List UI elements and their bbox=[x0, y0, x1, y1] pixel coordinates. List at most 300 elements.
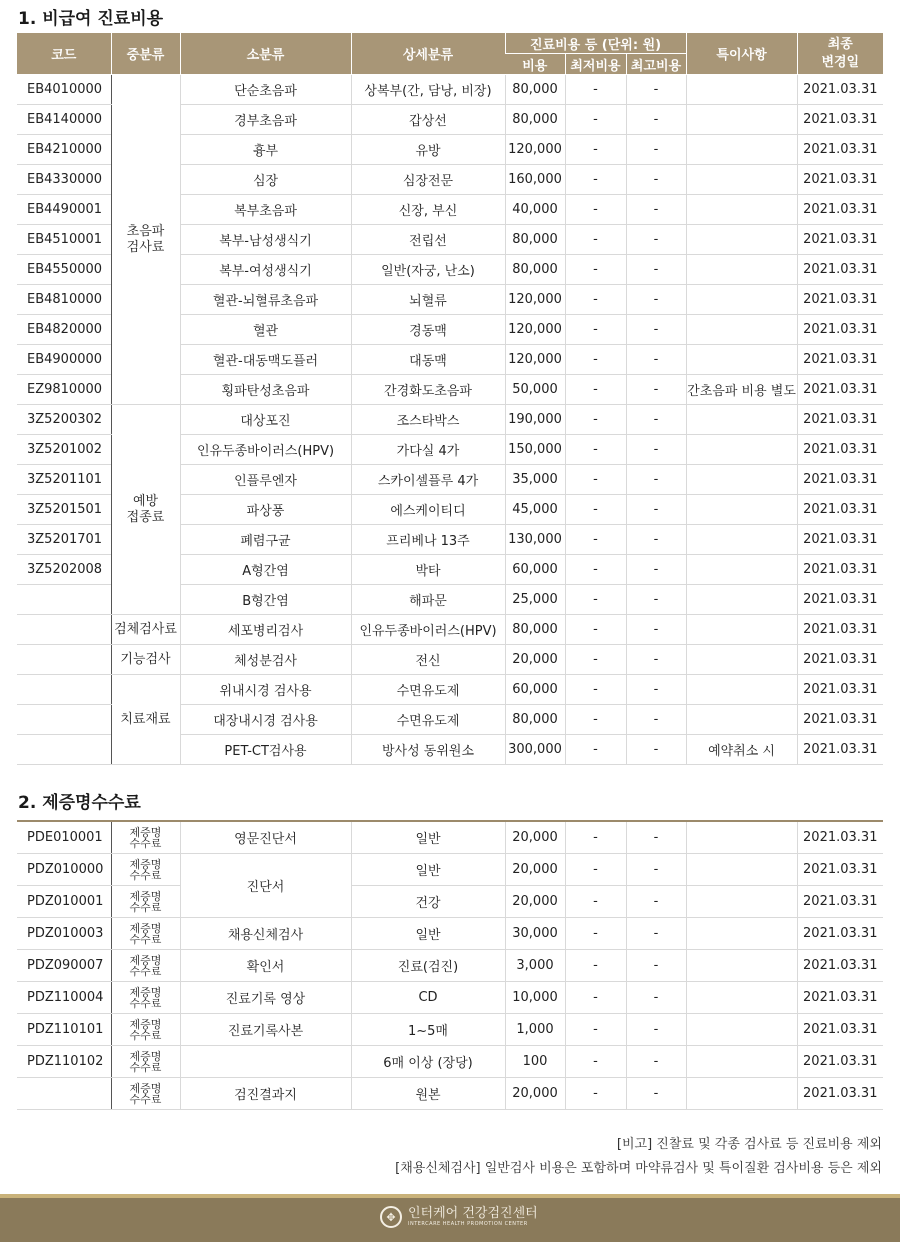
sub-category-cell: 인유두종바이러스(HPV) bbox=[180, 435, 351, 465]
date-cell: 2021.03.31 bbox=[797, 75, 883, 105]
table-row bbox=[17, 645, 883, 675]
max-cost-cell: - bbox=[626, 675, 686, 705]
note-cell bbox=[686, 225, 797, 255]
cost-cell: 300,000 bbox=[505, 735, 565, 765]
code-cell: EZ9810000 bbox=[17, 375, 111, 405]
sub-category-cell: 혈관 bbox=[180, 315, 351, 345]
detail-cell: 6매 이상 (장당) bbox=[351, 1046, 505, 1078]
detail-cell: 심장전문 bbox=[351, 165, 505, 195]
code-cell: EB4210000 bbox=[17, 135, 111, 165]
code-cell: PDZ110101 bbox=[17, 1014, 111, 1046]
code-cell: EB4510001 bbox=[17, 225, 111, 255]
note-cell bbox=[686, 525, 797, 555]
note-cell bbox=[686, 465, 797, 495]
sub-category-cell bbox=[180, 1046, 351, 1078]
detail-cell: CD bbox=[351, 982, 505, 1014]
min-cost-cell: - bbox=[565, 525, 626, 555]
date-cell: 2021.03.31 bbox=[797, 315, 883, 345]
mid-category-cell: 치료재료 bbox=[111, 675, 180, 765]
cost-cell: 10,000 bbox=[505, 982, 565, 1014]
certificate-fee-table bbox=[17, 820, 883, 1110]
detail-cell: 뇌혈류 bbox=[351, 285, 505, 315]
min-cost-cell: - bbox=[565, 918, 626, 950]
max-cost-cell: - bbox=[626, 615, 686, 645]
footer-name-en: INTERCARE HEALTH PROMOTION CENTER bbox=[408, 1220, 528, 1227]
sub-category-cell: 확인서 bbox=[180, 950, 351, 982]
detail-cell: 1~5매 bbox=[351, 1014, 505, 1046]
code-cell: EB4550000 bbox=[17, 255, 111, 285]
cost-cell: 20,000 bbox=[505, 1078, 565, 1110]
min-cost-cell: - bbox=[565, 645, 626, 675]
noncovered-fee-table bbox=[17, 33, 883, 765]
code-cell: EB4490001 bbox=[17, 195, 111, 225]
table-row bbox=[17, 405, 883, 435]
sub-category-cell: 검진결과지 bbox=[180, 1078, 351, 1110]
cost-cell: 60,000 bbox=[505, 675, 565, 705]
min-cost-cell: - bbox=[565, 705, 626, 735]
sub-category-cell: 파상풍 bbox=[180, 495, 351, 525]
detail-cell: 유방 bbox=[351, 135, 505, 165]
min-cost-cell: - bbox=[565, 225, 626, 255]
sub-category-cell: 횡파탄성초음파 bbox=[180, 375, 351, 405]
cost-cell: 80,000 bbox=[505, 705, 565, 735]
sub-category-cell: 채용신체검사 bbox=[180, 918, 351, 950]
min-cost-cell: - bbox=[565, 375, 626, 405]
min-cost-cell: - bbox=[565, 255, 626, 285]
sub-category-cell: 대상포진 bbox=[180, 405, 351, 435]
sub-category-cell: 복부초음파 bbox=[180, 195, 351, 225]
cost-cell: 120,000 bbox=[505, 135, 565, 165]
code-cell: EB4900000 bbox=[17, 345, 111, 375]
note-cell bbox=[686, 285, 797, 315]
max-cost-cell: - bbox=[626, 854, 686, 886]
cost-cell: 30,000 bbox=[505, 918, 565, 950]
note-cell: 간초음파 비용 별도 bbox=[686, 375, 797, 405]
note-cell bbox=[686, 165, 797, 195]
table-row bbox=[17, 75, 883, 105]
date-cell: 2021.03.31 bbox=[797, 225, 883, 255]
max-cost-cell: - bbox=[626, 705, 686, 735]
min-cost-cell: - bbox=[565, 1078, 626, 1110]
sub-category-cell: 영문진단서 bbox=[180, 821, 351, 854]
code-cell: PDE010001 bbox=[17, 821, 111, 854]
note-cell bbox=[686, 1014, 797, 1046]
date-cell: 2021.03.31 bbox=[797, 555, 883, 585]
date-cell: 2021.03.31 bbox=[797, 918, 883, 950]
cost-cell: 35,000 bbox=[505, 465, 565, 495]
max-cost-cell: - bbox=[626, 886, 686, 918]
max-cost-cell: - bbox=[626, 195, 686, 225]
code-cell bbox=[17, 585, 111, 615]
date-cell: 2021.03.31 bbox=[797, 1014, 883, 1046]
detail-cell: 일반 bbox=[351, 854, 505, 886]
detail-cell: 에스케이티디 bbox=[351, 495, 505, 525]
cost-cell: 20,000 bbox=[505, 854, 565, 886]
detail-cell: 대동맥 bbox=[351, 345, 505, 375]
sub-category-cell: 복부-여성생식기 bbox=[180, 255, 351, 285]
max-cost-cell: - bbox=[626, 982, 686, 1014]
code-cell: 3Z5201501 bbox=[17, 495, 111, 525]
cost-cell: 120,000 bbox=[505, 285, 565, 315]
mid-category-cell: 제증명 수수료 bbox=[111, 1014, 180, 1046]
note-cell bbox=[686, 585, 797, 615]
col-header-detail: 상세분류 bbox=[351, 33, 505, 75]
date-cell: 2021.03.31 bbox=[797, 285, 883, 315]
max-cost-cell: - bbox=[626, 135, 686, 165]
detail-cell: 상복부(간, 담낭, 비장) bbox=[351, 75, 505, 105]
detail-cell: 일반(자궁, 난소) bbox=[351, 255, 505, 285]
note-cell bbox=[686, 105, 797, 135]
note-cell bbox=[686, 886, 797, 918]
note-cell bbox=[686, 255, 797, 285]
sub-category-cell: 대장내시경 검사용 bbox=[180, 705, 351, 735]
max-cost-cell: - bbox=[626, 165, 686, 195]
detail-cell: 일반 bbox=[351, 918, 505, 950]
max-cost-cell: - bbox=[626, 735, 686, 765]
sub-category-cell: 진료기록 영상 bbox=[180, 982, 351, 1014]
date-cell: 2021.03.31 bbox=[797, 525, 883, 555]
footnote-remark: [비고] 진찰료 및 각종 검사료 등 진료비용 제외 bbox=[616, 1137, 882, 1152]
max-cost-cell: - bbox=[626, 345, 686, 375]
min-cost-cell: - bbox=[565, 675, 626, 705]
date-cell: 2021.03.31 bbox=[797, 105, 883, 135]
sub-category-cell: 폐렴구균 bbox=[180, 525, 351, 555]
note-cell bbox=[686, 854, 797, 886]
detail-cell: 갑상선 bbox=[351, 105, 505, 135]
mid-category-cell: 제증명 수수료 bbox=[111, 1078, 180, 1110]
table-row bbox=[17, 854, 883, 886]
code-cell: EB4820000 bbox=[17, 315, 111, 345]
col-header-sub: 소분류 bbox=[180, 33, 351, 75]
note-cell bbox=[686, 75, 797, 105]
sub-category-cell: 세포병리검사 bbox=[180, 615, 351, 645]
code-cell bbox=[17, 705, 111, 735]
note-cell bbox=[686, 1078, 797, 1110]
code-cell bbox=[17, 645, 111, 675]
mid-category-cell: 검체검사료 bbox=[111, 615, 180, 645]
mid-category-cell: 제증명 수수료 bbox=[111, 854, 180, 886]
detail-cell: 인유두종바이러스(HPV) bbox=[351, 615, 505, 645]
mid-category-cell: 제증명 수수료 bbox=[111, 1046, 180, 1078]
table-row bbox=[17, 886, 883, 918]
cost-cell: 120,000 bbox=[505, 315, 565, 345]
footer-bar bbox=[0, 1194, 900, 1242]
cost-cell: 20,000 bbox=[505, 886, 565, 918]
detail-cell: 신장, 부신 bbox=[351, 195, 505, 225]
max-cost-cell: - bbox=[626, 555, 686, 585]
min-cost-cell: - bbox=[565, 735, 626, 765]
cost-cell: 80,000 bbox=[505, 615, 565, 645]
max-cost-cell: - bbox=[626, 1078, 686, 1110]
sub-category-cell: 위내시경 검사용 bbox=[180, 675, 351, 705]
cost-cell: 160,000 bbox=[505, 165, 565, 195]
detail-cell: 진료(검진) bbox=[351, 950, 505, 982]
max-cost-cell: - bbox=[626, 105, 686, 135]
mid-category-cell: 예방 접종료 bbox=[111, 405, 180, 615]
detail-cell: 프리베나 13주 bbox=[351, 525, 505, 555]
table-row bbox=[17, 1046, 883, 1078]
code-cell bbox=[17, 735, 111, 765]
min-cost-cell: - bbox=[565, 195, 626, 225]
min-cost-cell: - bbox=[565, 950, 626, 982]
col-header-cost-group: 진료비용 등 (단위: 원) bbox=[505, 33, 686, 54]
date-cell: 2021.03.31 bbox=[797, 735, 883, 765]
date-cell: 2021.03.31 bbox=[797, 950, 883, 982]
min-cost-cell: - bbox=[565, 135, 626, 165]
table-row bbox=[17, 950, 883, 982]
date-cell: 2021.03.31 bbox=[797, 645, 883, 675]
sub-category-cell: 경부초음파 bbox=[180, 105, 351, 135]
section2-title: 2. 제증명수수료 bbox=[18, 793, 141, 813]
min-cost-cell: - bbox=[565, 854, 626, 886]
sub-category-cell: 복부-남성생식기 bbox=[180, 225, 351, 255]
col-header-note: 특이사항 bbox=[686, 33, 797, 75]
max-cost-cell: - bbox=[626, 285, 686, 315]
cost-cell: 80,000 bbox=[505, 75, 565, 105]
sub-category-cell: 단순초음파 bbox=[180, 75, 351, 105]
max-cost-cell: - bbox=[626, 315, 686, 345]
code-cell: EB4330000 bbox=[17, 165, 111, 195]
sub-category-cell: 진료기록사본 bbox=[180, 1014, 351, 1046]
code-cell: 3Z5202008 bbox=[17, 555, 111, 585]
date-cell: 2021.03.31 bbox=[797, 345, 883, 375]
code-cell bbox=[17, 675, 111, 705]
date-cell: 2021.03.31 bbox=[797, 675, 883, 705]
date-cell: 2021.03.31 bbox=[797, 886, 883, 918]
date-cell: 2021.03.31 bbox=[797, 821, 883, 854]
code-cell: PDZ090007 bbox=[17, 950, 111, 982]
sub-category-cell: PET-CT검사용 bbox=[180, 735, 351, 765]
sub-category-cell: 흉부 bbox=[180, 135, 351, 165]
cost-cell: 120,000 bbox=[505, 345, 565, 375]
note-cell bbox=[686, 645, 797, 675]
footer-logo bbox=[380, 1206, 538, 1228]
min-cost-cell: - bbox=[565, 495, 626, 525]
detail-cell: 원본 bbox=[351, 1078, 505, 1110]
max-cost-cell: - bbox=[626, 225, 686, 255]
sub-category-cell: B형간염 bbox=[180, 585, 351, 615]
detail-cell: 간경화도초음파 bbox=[351, 375, 505, 405]
code-cell: 3Z5201101 bbox=[17, 465, 111, 495]
code-cell: 3Z5200302 bbox=[17, 405, 111, 435]
max-cost-cell: - bbox=[626, 950, 686, 982]
cost-cell: 25,000 bbox=[505, 585, 565, 615]
detail-cell: 조스타박스 bbox=[351, 405, 505, 435]
detail-cell: 전신 bbox=[351, 645, 505, 675]
sub-category-cell: 체성분검사 bbox=[180, 645, 351, 675]
detail-cell: 경동맥 bbox=[351, 315, 505, 345]
cost-cell: 20,000 bbox=[505, 821, 565, 854]
max-cost-cell: - bbox=[626, 255, 686, 285]
min-cost-cell: - bbox=[565, 345, 626, 375]
code-cell: EB4140000 bbox=[17, 105, 111, 135]
detail-cell: 박타 bbox=[351, 555, 505, 585]
note-cell bbox=[686, 405, 797, 435]
max-cost-cell: - bbox=[626, 75, 686, 105]
mid-category-cell: 초음파 검사료 bbox=[111, 75, 180, 405]
min-cost-cell: - bbox=[565, 285, 626, 315]
max-cost-cell: - bbox=[626, 405, 686, 435]
date-cell: 2021.03.31 bbox=[797, 435, 883, 465]
max-cost-cell: - bbox=[626, 465, 686, 495]
cost-cell: 45,000 bbox=[505, 495, 565, 525]
note-cell bbox=[686, 555, 797, 585]
min-cost-cell: - bbox=[565, 886, 626, 918]
note-cell: 예약취소 시 bbox=[686, 735, 797, 765]
code-cell: PDZ010001 bbox=[17, 886, 111, 918]
code-cell: 3Z5201701 bbox=[17, 525, 111, 555]
cost-cell: 20,000 bbox=[505, 645, 565, 675]
min-cost-cell: - bbox=[565, 465, 626, 495]
table-row bbox=[17, 1078, 883, 1110]
cost-cell: 80,000 bbox=[505, 105, 565, 135]
min-cost-cell: - bbox=[565, 1014, 626, 1046]
detail-cell: 방사성 동위원소 bbox=[351, 735, 505, 765]
detail-cell: 스카이셀플루 4가 bbox=[351, 465, 505, 495]
section1-title: 1. 비급여 진료비용 bbox=[18, 9, 164, 29]
mid-category-cell: 제증명 수수료 bbox=[111, 918, 180, 950]
table-row bbox=[17, 821, 883, 854]
date-cell: 2021.03.31 bbox=[797, 585, 883, 615]
detail-cell: 가다실 4가 bbox=[351, 435, 505, 465]
table-row bbox=[17, 675, 883, 705]
max-cost-cell: - bbox=[626, 821, 686, 854]
code-cell: PDZ110004 bbox=[17, 982, 111, 1014]
max-cost-cell: - bbox=[626, 495, 686, 525]
min-cost-cell: - bbox=[565, 405, 626, 435]
detail-cell: 전립선 bbox=[351, 225, 505, 255]
date-cell: 2021.03.31 bbox=[797, 982, 883, 1014]
col-header-date: 최종 변경일 bbox=[797, 33, 883, 75]
max-cost-cell: - bbox=[626, 525, 686, 555]
min-cost-cell: - bbox=[565, 75, 626, 105]
table-row bbox=[17, 918, 883, 950]
sub-category-cell: 인플루엔자 bbox=[180, 465, 351, 495]
code-cell: EB4810000 bbox=[17, 285, 111, 315]
min-cost-cell: - bbox=[565, 435, 626, 465]
note-cell bbox=[686, 315, 797, 345]
min-cost-cell: - bbox=[565, 1046, 626, 1078]
code-cell bbox=[17, 1078, 111, 1110]
sub-category-cell: 혈관-뇌혈류초음파 bbox=[180, 285, 351, 315]
cost-cell: 80,000 bbox=[505, 225, 565, 255]
cost-cell: 60,000 bbox=[505, 555, 565, 585]
mid-category-cell: 제증명 수수료 bbox=[111, 982, 180, 1014]
date-cell: 2021.03.31 bbox=[797, 615, 883, 645]
min-cost-cell: - bbox=[565, 821, 626, 854]
note-cell bbox=[686, 495, 797, 525]
max-cost-cell: - bbox=[626, 435, 686, 465]
note-cell bbox=[686, 705, 797, 735]
table-row bbox=[17, 1014, 883, 1046]
cost-cell: 50,000 bbox=[505, 375, 565, 405]
cost-cell: 130,000 bbox=[505, 525, 565, 555]
code-cell bbox=[17, 615, 111, 645]
min-cost-cell: - bbox=[565, 585, 626, 615]
date-cell: 2021.03.31 bbox=[797, 495, 883, 525]
sub-category-cell: 혈관-대동맥도플러 bbox=[180, 345, 351, 375]
col-header-max: 최고비용 bbox=[626, 54, 686, 75]
date-cell: 2021.03.31 bbox=[797, 1046, 883, 1078]
sub-category-cell: 심장 bbox=[180, 165, 351, 195]
note-cell bbox=[686, 1046, 797, 1078]
detail-cell: 건강 bbox=[351, 886, 505, 918]
note-cell bbox=[686, 950, 797, 982]
col-header-code: 코드 bbox=[17, 33, 111, 75]
code-cell: PDZ010003 bbox=[17, 918, 111, 950]
min-cost-cell: - bbox=[565, 555, 626, 585]
cost-cell: 80,000 bbox=[505, 255, 565, 285]
min-cost-cell: - bbox=[565, 315, 626, 345]
note-cell bbox=[686, 675, 797, 705]
mid-category-cell: 제증명 수수료 bbox=[111, 821, 180, 854]
clinic-logo-icon: ✥ bbox=[380, 1206, 402, 1228]
table-row bbox=[17, 982, 883, 1014]
min-cost-cell: - bbox=[565, 615, 626, 645]
date-cell: 2021.03.31 bbox=[797, 135, 883, 165]
min-cost-cell: - bbox=[565, 982, 626, 1014]
footer-name-ko: 인터케어 건강검진센터 bbox=[408, 1205, 538, 1221]
col-header-min: 최저비용 bbox=[565, 54, 626, 75]
date-cell: 2021.03.31 bbox=[797, 465, 883, 495]
cost-cell: 1,000 bbox=[505, 1014, 565, 1046]
note-cell bbox=[686, 821, 797, 854]
col-header-mid: 중분류 bbox=[111, 33, 180, 75]
col-header-cost: 비용 bbox=[505, 54, 565, 75]
mid-category-cell: 제증명 수수료 bbox=[111, 886, 180, 918]
cost-cell: 100 bbox=[505, 1046, 565, 1078]
mid-category-cell: 기능검사 bbox=[111, 645, 180, 675]
note-cell bbox=[686, 435, 797, 465]
detail-cell: 수면유도제 bbox=[351, 675, 505, 705]
note-cell bbox=[686, 345, 797, 375]
max-cost-cell: - bbox=[626, 375, 686, 405]
max-cost-cell: - bbox=[626, 645, 686, 675]
date-cell: 2021.03.31 bbox=[797, 255, 883, 285]
cost-cell: 40,000 bbox=[505, 195, 565, 225]
sub-category-cell: A형간염 bbox=[180, 555, 351, 585]
sub-category-cell: 진단서 bbox=[180, 854, 351, 918]
mid-category-cell: 제증명 수수료 bbox=[111, 950, 180, 982]
detail-cell: 수면유도제 bbox=[351, 705, 505, 735]
min-cost-cell: - bbox=[565, 105, 626, 135]
note-cell bbox=[686, 615, 797, 645]
note-cell bbox=[686, 918, 797, 950]
code-cell: PDZ110102 bbox=[17, 1046, 111, 1078]
max-cost-cell: - bbox=[626, 585, 686, 615]
note-cell bbox=[686, 195, 797, 225]
code-cell: PDZ010000 bbox=[17, 854, 111, 886]
date-cell: 2021.03.31 bbox=[797, 1078, 883, 1110]
note-cell bbox=[686, 982, 797, 1014]
detail-cell: 해파문 bbox=[351, 585, 505, 615]
code-cell: 3Z5201002 bbox=[17, 435, 111, 465]
detail-cell: 일반 bbox=[351, 821, 505, 854]
max-cost-cell: - bbox=[626, 1014, 686, 1046]
min-cost-cell: - bbox=[565, 165, 626, 195]
date-cell: 2021.03.31 bbox=[797, 705, 883, 735]
note-cell bbox=[686, 135, 797, 165]
code-cell: EB4010000 bbox=[17, 75, 111, 105]
max-cost-cell: - bbox=[626, 918, 686, 950]
footnote-employment-exam: [채용신체검사] 일반검사 비용은 포함하며 마약류검사 및 특이질환 검사비용 등은 제외 bbox=[395, 1161, 882, 1176]
date-cell: 2021.03.31 bbox=[797, 195, 883, 225]
cost-cell: 190,000 bbox=[505, 405, 565, 435]
cost-cell: 3,000 bbox=[505, 950, 565, 982]
date-cell: 2021.03.31 bbox=[797, 375, 883, 405]
date-cell: 2021.03.31 bbox=[797, 165, 883, 195]
date-cell: 2021.03.31 bbox=[797, 854, 883, 886]
